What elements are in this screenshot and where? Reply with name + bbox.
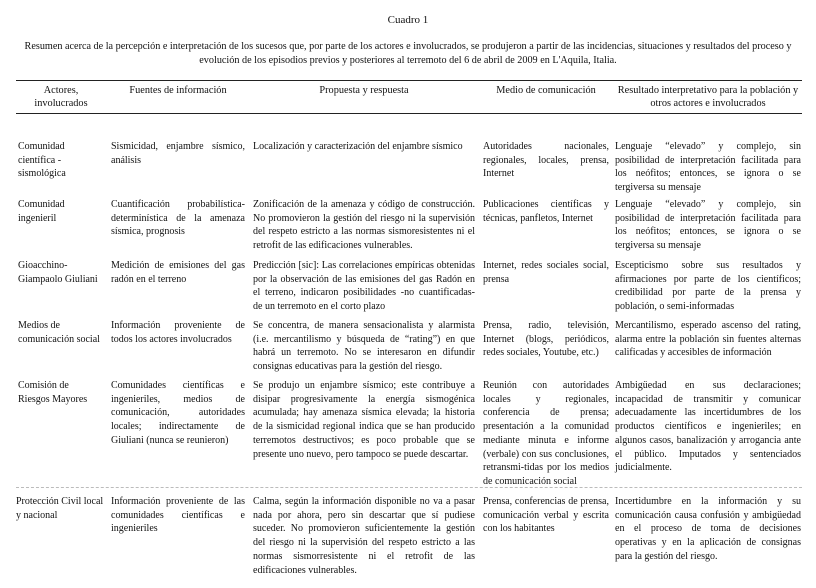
table-caption: Resumen acerca de la percepción e interpretación de los sucesos que, por parte de los actores e involucrados, se produjeron a partir de las incidencias, situaciones y resultados del proceso y evolución de los episodios previos y posteriores al terremoto del 6 de abril de 2009 en L'Aquila, Italia. [24, 41, 792, 66]
row-medio: Reunión con autoridades locales y regionales, conferencia de prensa; presentación a la comunidad mediante minuta e informe (verbale) con sus conclusiones, retransmi-tidas por los medios de comunicación social [483, 380, 609, 487]
row-medio: Internet, redes sociales social, prensa [483, 260, 609, 285]
row-fuentes: Información proveniente de todos los actores involucrados [111, 320, 245, 345]
row-actor: Protección Civil local y nacional [16, 496, 104, 521]
table-number: Cuadro 1 [387, 14, 429, 26]
row-fuentes: Cuantificación probabilística-determinística de la amenaza sísmica, prognosis [111, 199, 245, 238]
header-actores: Actores, involucrados [34, 85, 88, 109]
row-propuesta: Zonificación de la amenaza y código de construcción. No promovieron la gestión del riesgo ni la supervisión del respeto estricto a las normas sismoresistentes ni el retrofit de las edificaciones vulnerables. [253, 199, 475, 252]
row-actor: Gioacchino-Giampaolo Giuliani [18, 260, 98, 285]
row-fuentes: Medición de emisiones del gas radón en el terreno [111, 260, 245, 285]
row-resultado: Mercantilismo, esperado ascenso del rating, alarma entre la población sin fuentes alternas calificadas y accesibles de información [615, 320, 801, 359]
row-propuesta: Se concentra, de manera sensacionalista y alarmista (i.e. mercantilismo y búsqueda de “rating”) en que habrá un terremoto. No se interesaron en difundir consignas educativas para la gestión del riesgo. [253, 320, 475, 373]
row-resultado: Incertidumbre en la información y su comunicación causa confusión y ambigüedad en el proceso de toma de decisiones operativas y en la aplicación de consignas para la gestión del riesgo. [615, 496, 801, 562]
row-actor: Medios de comunicación social [18, 320, 100, 345]
row-fuentes: Información proveniente de las comunidades científicas e ingenieriles [111, 496, 245, 535]
row-medio: Prensa, radio, televisión, Internet (blogs, periódicos, redes sociales, Youtube, etc.) [483, 320, 609, 359]
row-propuesta: Calma, según la información disponible no va a pasar nada por ahora, pero sin descartar que sí pudiese suceder. No promovieron suficientemente la gestión del riesgo ni la supervisión del respeto estricto a las normas sismorresistente ni el retrofit de las edificaciones vulnerables. [253, 496, 475, 576]
header-medio: Medio de comunicación [496, 85, 596, 96]
row-medio: Prensa, conferencias de prensa, comunicación verbal y escrita con los habitantes [483, 496, 609, 535]
header-fuentes: Fuentes de información [129, 85, 227, 96]
header-rule [16, 113, 802, 114]
row-propuesta: Se produjo un enjambre sísmico; este contribuye a disipar progresivamente la energía sismogénica acumulada; hay amenaza sísmica elevada; la historia de la sismicidad regional indica que se han producido terremotos destructivos; es poco probable que se presente uno nuevo, pero tampoco se puede descartar. [253, 380, 475, 460]
row-actor: Comisión de Riesgos Mayores [18, 380, 88, 405]
row-medio: Publicaciones científicas y técnicas, panfletos, Internet [483, 199, 609, 224]
row-propuesta: Localización y caracterización del enjambre sísmico [253, 141, 463, 152]
row-propuesta: Predicción [sic]: Las correlaciones empíricas obtenidas por la observación de las emisiones del gas Radón en el terreno, indicaron posibilidades -no cuantificadas- de un terremoto en el corto plazo [253, 260, 475, 313]
row-actor: Comunidad científica - sismológica [18, 141, 66, 180]
row-resultado: Escepticismo sobre sus resultados y afirmaciones por parte de los científicos; credibilidad por parte de la prensa y población, o semi-informadas [615, 260, 801, 313]
header-resultado: Resultado interpretativo para la población y otros actores e involucrados [617, 85, 799, 109]
row-divider [16, 487, 802, 488]
header-propuesta: Propuesta y respuesta [319, 85, 409, 96]
top-rule [16, 80, 802, 81]
row-fuentes: Sismicidad, enjambre sísmico, análisis [111, 141, 245, 166]
row-actor: Comunidad ingenieril [18, 199, 65, 224]
row-resultado: Ambigüedad en sus declaraciones; incapacidad de transmitir y comunicar adecuadamente las incertidumbres de los productos científicos e ingenieriles; en algunos casos, banalización y arrogancia ante el público. Imputados y sentenciados judicialmente. [615, 380, 801, 474]
row-medio: Autoridades nacionales, regionales, locales, prensa, Internet [483, 141, 609, 180]
row-fuentes: Comunidades científicas e ingenieriles, medios de comunicación, autoridades locales; indirectamente de Giuliani (nunca se reunieron) [111, 380, 245, 446]
row-resultado: Lenguaje “elevado” y complejo, sin posibilidad de interpretación facilitada para los neófitos; entonces, se ignora o se tergiversa su mensaje [615, 199, 801, 252]
row-resultado: Lenguaje “elevado” y complejo, sin posibilidad de interpretación facilitada para los neófitos; entonces, se ignora o se tergiversa su mensaje [615, 141, 801, 194]
